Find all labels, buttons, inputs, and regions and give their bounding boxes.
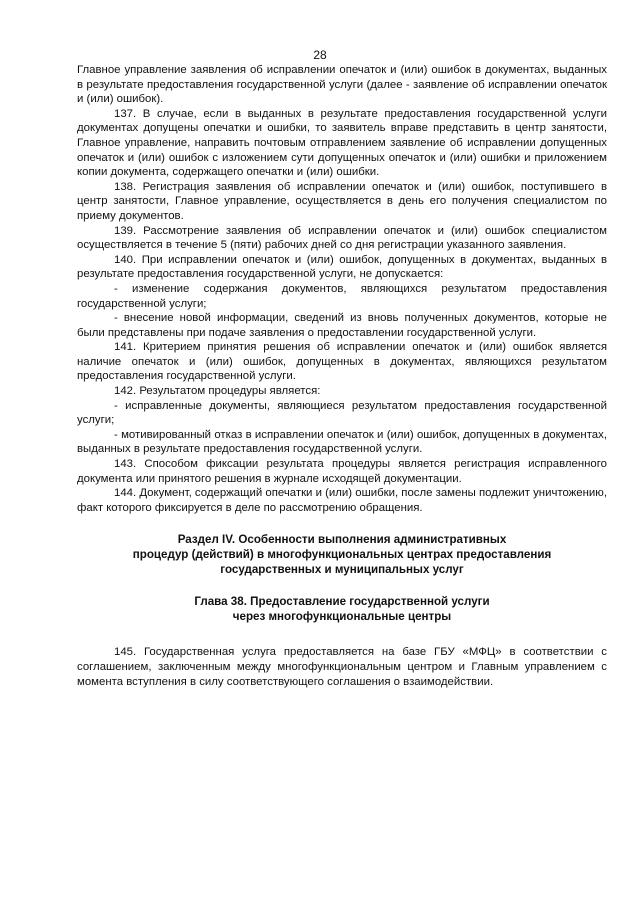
paragraph-142: 142. Результатом процедуры является: bbox=[114, 385, 321, 398]
list-item-140-1: - изменение содержания документов, являющихся результатом предоставления государственной услуги; bbox=[77, 282, 607, 310]
section-heading-line: государственных и муниципальных услуг bbox=[220, 563, 464, 576]
paragraph-138: 138. Регистрация заявления об исправлении опечаток и (или) ошибок, поступившего в центр занятости, Главное управление, осуществляется в день его получения специалистом по приему документов. bbox=[77, 180, 607, 222]
page-number: 28 bbox=[313, 48, 327, 62]
paragraph-continuation: Главное управление заявления об исправлении опечаток и (или) ошибок в документах, выданных в результате предоставления государственной услуги (далее - заявление об исправлении опечаток и (или) ошибок). bbox=[77, 64, 607, 106]
chapter-heading-line: Глава 38. Предоставление государственной услуги bbox=[194, 594, 490, 608]
chapter-heading-line: через многофункциональные центры bbox=[232, 609, 452, 623]
paragraph-139: 139. Рассмотрение заявления об исправлении опечаток и (или) ошибок специалистом осуществляется в течение 5 (пяти) рабочих дней со дня регистрации указанного заявления. bbox=[77, 224, 607, 252]
section-heading-line: Раздел IV. Особенности выполнения административных bbox=[177, 533, 507, 547]
paragraph-137: 137. В случае, если в выданных в результате предоставления государственной услуги документах допущены опечатки и ошибки, то заявитель вправе представить в центр занятости, Главное управление, направить почтовым отправлением заявление об исправлении допущенных опечаток и (или) ошибок с изложением сути допущенных опечаток и (или) ошибки и приложением копии документа, содержащего опечатки и (или) ошибки. bbox=[77, 107, 607, 179]
section-heading bbox=[77, 533, 607, 577]
paragraph-144: 144. Документ, содержащий опечатки и (или) ошибки, после замены подлежит уничтожению, факт которого фиксируется в деле по рассмотрению обращения. bbox=[77, 487, 607, 514]
paragraph-143: 143. Способом фиксации результата процедуры является регистрация исправленного документа или принятого решения в журнале исходящей документации. bbox=[77, 458, 607, 485]
list-item-142-1: - исправленные документы, являющиеся результатом предоставления государственной услуги; bbox=[77, 399, 607, 427]
paragraph-140: 140. При исправлении опечаток и (или) ошибок, допущенных в документах, выданных в результате предоставления государственной услуги, не допускается: bbox=[77, 253, 607, 281]
list-item-142-2: - мотивированный отказ в исправлении опечаток и (или) ошибок, допущенных в документах, выданных в результате предоставления государственной услуги. bbox=[77, 428, 607, 456]
list-item-140-2: - внесение новой информации, сведений из вновь полученных документов, которые не были представлены при подаче заявления о предоставлении государственной услуги. bbox=[77, 312, 607, 339]
paragraph-141: 141. Критерием принятия решения об исправлении опечаток и (или) ошибок является наличие опечаток и (или) ошибок, допущенных в документах, являющихся результатом предоставления государственной услуги. bbox=[77, 341, 607, 383]
document-body bbox=[77, 63, 607, 689]
chapter-heading bbox=[77, 595, 607, 625]
paragraph-145: 145. Государственная услуга предоставляется на базе ГБУ «МФЦ» в соответствии с соглашением, заключенным между многофункциональным центром и Главным управлением с момента вступления в силу соответствующего соглашения о взаимодействии. bbox=[77, 646, 607, 688]
section-heading-line: процедур (действий) в многофункциональных центрах предоставления bbox=[132, 548, 552, 562]
